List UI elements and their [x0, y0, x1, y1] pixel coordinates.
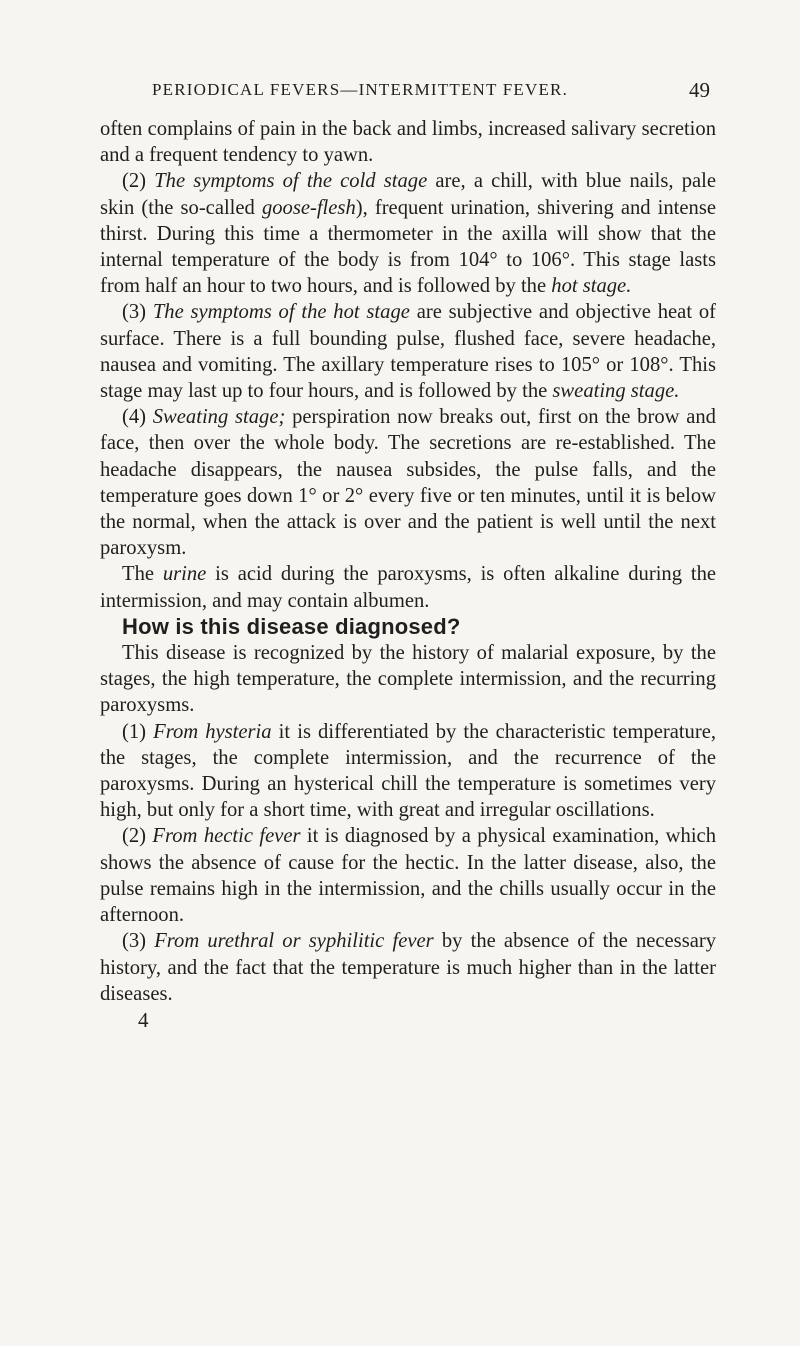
text-run: are, a chill, with blue nails, pale skin (the so-called	[100, 170, 716, 219]
text-run: is acid during the paroxysms, is often alkaline during the intermission, and may contain albumen.	[100, 563, 717, 612]
text-run: This disease is recognized by the history of malarial exposure, by the stages, the high temperature, the complete intermission, and the recurring paroxysms.	[100, 642, 716, 717]
text-run: (2)	[122, 825, 153, 848]
italic-run: goose-flesh	[261, 196, 356, 219]
text-run: often complains of pain in the back and limbs, increased salivary secretion and a frequent tendency to yawn.	[100, 118, 716, 167]
signature-mark: 4	[138, 1007, 149, 1032]
paragraph-sweating-stage	[100, 404, 716, 561]
body-text	[100, 116, 716, 1033]
paragraph-hectic-fever	[100, 823, 716, 928]
text-run: (3)	[122, 930, 155, 953]
italic-run: From hectic fever	[152, 825, 301, 848]
italic-run: From hysteria	[153, 720, 272, 743]
text-run: (4)	[122, 406, 153, 429]
paragraph	[100, 116, 716, 168]
paragraph-urine	[100, 561, 716, 613]
paragraph-cold-stage	[100, 168, 716, 299]
italic-run: The symptoms of the cold stage	[154, 170, 428, 193]
paragraph-urethral-fever	[100, 928, 716, 1007]
paragraph-hysteria	[100, 719, 716, 824]
paragraph-hot-stage	[100, 299, 716, 404]
text-run: The	[122, 563, 163, 586]
text-run: (3)	[122, 301, 153, 324]
page-number: 49	[689, 78, 710, 102]
italic-run: sweating stage.	[552, 380, 680, 403]
italic-run: urine	[162, 563, 207, 586]
text-run: by the absence of the necessary history, and the fact that the temperature is much higher than in the latter diseases.	[100, 930, 717, 1005]
paragraph-diagnosis	[100, 640, 716, 719]
text-run: ), frequent urination, shivering and intense thirst. During this time a thermometer in the axilla will show that the internal temperature of the body is from 104° to 106°. This stage lasts from half an hour to two hours, and is followed by the	[100, 196, 716, 298]
running-head	[104, 78, 710, 106]
italic-run: hot stage.	[551, 275, 632, 298]
running-title: PERIODICAL FEVERS—INTERMITTENT FEVER.	[152, 80, 569, 99]
text-run: (1)	[122, 720, 154, 743]
text-run: it is differentiated by the characteristic temperature, the stages, the complete intermission, and the recurrence of the paroxysms. During an hysterical chill the temperature is sometimes very high, but only for a short time, with great and irregular oscillations.	[100, 720, 716, 822]
text-run: it is diagnosed by a physical examination, which shows the absence of cause for the hectic. In the latter disease, also, the pulse remains high in the intermission, and the chills usually occur in the afternoon.	[100, 825, 716, 927]
italic-run: The symptoms of the hot stage	[152, 301, 410, 324]
text-run: are subjective and objective heat of surface. There is a full bounding pulse, flushed face, severe headache, nausea and vomiting. The axillary temperature rises to 105° or 108°. This stage may last up to four hours, and is followed by the	[100, 301, 716, 403]
text-run: (2)	[122, 170, 155, 193]
italic-run: From urethral or syphilitic fever	[154, 930, 434, 953]
text-run: perspiration now breaks out, first on the brow and face, then over the whole body. The secretions are re-established. The headache disappears, the nausea subsides, the pulse falls, and the temperature goes down 1° or 2° every five or ten minutes, until it is below the normal, when the attack is over and the patient is well until the next paroxysm.	[100, 406, 716, 560]
italic-run: Sweating stage;	[152, 406, 286, 429]
section-heading: How is this disease diagnosed?	[122, 613, 461, 639]
